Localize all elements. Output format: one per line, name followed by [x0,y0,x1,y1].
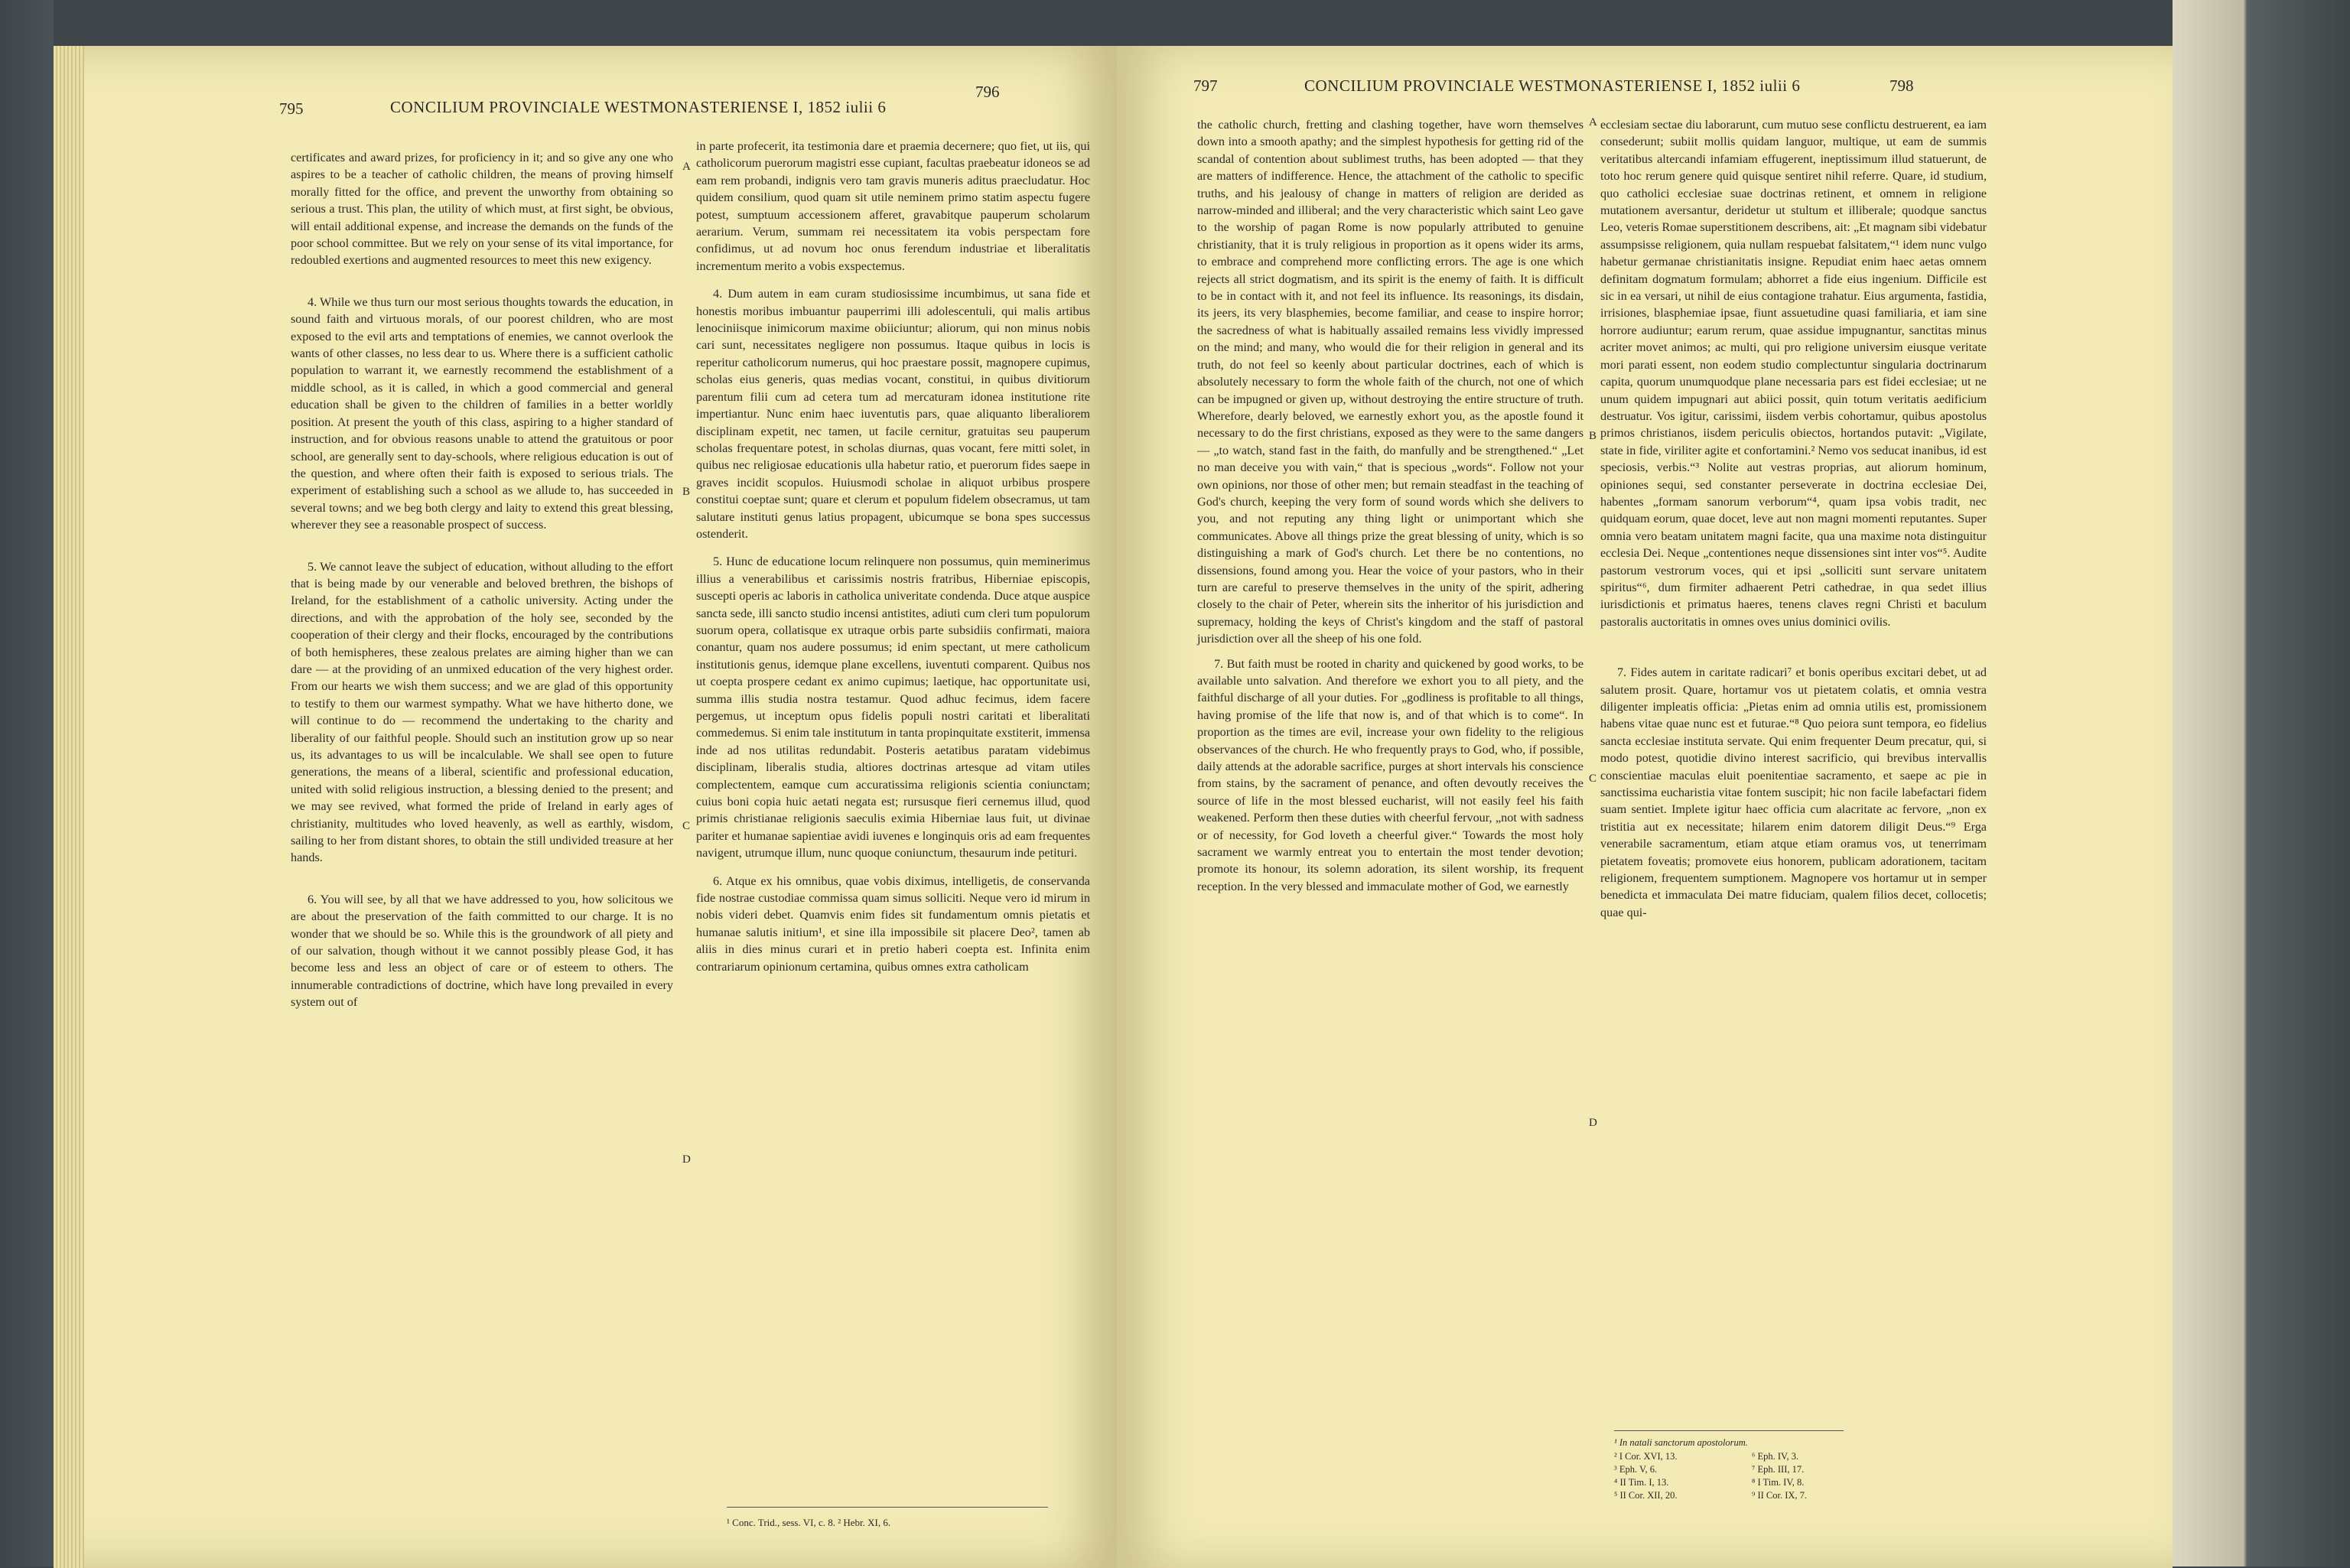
paragraph: 7. Fides autem in caritate radicari⁷ et bonis operibus excitari debet, ut ad salutem prosit. Quare, hortamur vos ut pietatem colatis, et omnia vestra diligenter impleatis officia: „Pietas enim ad omnia utilis est, promissionem habens vitae quae nunc est et futurae.“⁸ Quo peiora sunt tempora, eo fidelius sancta ecclesiae instituta servate. Qui enim frequenter Deum precatur, qui, si modo potest, quotidie divino interest sacrificio, qui brevibus intervallis conscientiae maculas eluit poenitentiae sacramento, et saepe ac pie in sanctissima eucharistia vitae fontem suscipit; hic non facile labefactari fidem suam sentiet. Implete igitur haec officia cum alacritate ac fervore, „non ex tristitia aut ex necessitate; hilarem enim datorem diligit Deus.“⁹ Erga venerabile sacramentum, etiam atque etiam oramus vos, ut tenerrimam pietatem foveatis; promovete eius honorem, publicam adorationem, tacitam religionem, frequentem sumptionem. Magnopere vos hortamur ut in semper benedicta et immaculata Dei matre fiduciam, qualem filios decet, collocetis; quae qui- [1600,665,1987,919]
paragraph: 6. You will see, by all that we have addressed to you, how solicitous we are about the preservation of the faith committed to our charge. It is no wonder that we should be so. While this is the groundwork of all piety and of our salvation, though without it we cannot possibly please God, it has become less and less an object of care or of esteem to others. The innumerable contradictions of doctrine, which have long prevailed in every system out of [291,892,673,1010]
english-column-right [1197,116,1583,898]
footnote-rule-right [1614,1430,1844,1431]
running-header-right: CONCILIUM PROVINCIALE WESTMONASTERIENSE I, 1852 iulii 6 [1304,76,1801,95]
english-column-left [291,149,673,1014]
footnote: ⁴ II Tim. I, 13. [1614,1477,1669,1488]
latin-column-right [1600,116,1987,924]
running-header-left: CONCILIUM PROVINCIALE WESTMONASTERIENSE I, 1852 iulii 6 [390,98,887,116]
margin-mark-c: C [1589,773,1597,785]
footnotes-right-col2 [1752,1450,1807,1502]
margin-mark-b: B [682,486,691,498]
page-number-797: 797 [1193,76,1218,95]
paragraph: ecclesiam sectae diu laborarunt, cum mutuo sese conflictu destruerent, ea iam consederunt; subiit mollis quidam languor, multique, ut eam de summis veritatibus altercandi infamiam effugerent, ineptissimum illud statuerunt, de toto hoc rerum genere quid quisque sentiret nihil referre. Quare, id studium, quo catholici ecclesiae suae doctrinas retinent, et omnem in religione mutationem aversantur, deridetur ut stultum et illiberale; quodque sanctus Leo, veteris Romae superstitionem describens, ait: „Et magnam sibi videbatur assumpsisse religionem, quia nullam respuebat falsitatem,“¹ idem nunc vulgo habetur germanae christianitatis insigne. Repudiat enim haec aetas omnem definitam dogmatum formulam; abhorret a fide eius ingenium. Difficile est sic in ea versari, ut nihil de eius contagione trahatur. Eius argumenta, fastidia, irrisiones, blasphemiae ipsae, fiunt assuetudine quasi familiaria, et iam sine horrore audiuntur; earum rerum, quae assidue impugnantur, sanctitas minus acriter movet animos; ac multi, qui pro religione universim eiusque veritate mori parati essent, non eodem studio complectuntur singularia doctrinarum capita, quorum unumquodque plane necessaria pars est fidei ecclesiae; ut ne unum quidem impugnari aut abiici possit, quin totum veritatis aedificium destruatur. Vos igitur, carissimi, iisdem verbis cohortamur, quibus apostolus primos christianos, iisdem periculis obiectos, hortandos putavit: „Vigilate, state in fide, viriliter agite et confortamini.² Nemo vos seducat inanibus, id est speciosis, verbis.“³ Nolite aut vestras proprias, aut aliorum hominum, opiniones sequi, sed constanter perseverate in doctrina ecclesiae Dei, habentes „formam sanorum verborum“⁴, quam ipsa vobis tradit, nec quidquam eorum, quae docet, leve aut non magni momenti reputantes. Super omnia vero beatam unitatem magni facite, qua una maxime nota distinguitur ecclesia Dei. Neque „contentiones neque dissensiones sint inter vos“⁵. Audite pastorum vestrorum voces, qui et ipsi „solliciti sunt servare unitatem spiritus“⁶, dum firmiter adhaerent Petri cathedrae, in qua sedet illius iurisdictionis et primatus haeres, tenens claves regni Christi et baculum pastoralis auctoritatis in omnes oves unius dominici ovilis. [1600,118,1987,629]
footnote: ⁵ II Cor. XII, 20. [1614,1490,1678,1501]
page-number-798: 798 [1889,76,1914,95]
book-cover-edge [2173,0,2350,1566]
left-page [54,46,1117,1568]
footnote-title: ¹ In natali sanctorum apostolorum. [1614,1437,1748,1448]
latin-column-left [696,138,1090,978]
paragraph: in parte profecerit, ita testimonia dare et praemia decernere; quo fiet, ut iis, qui catholicorum puerorum magistri esse cupiant, facultas praebeatur idoneos se ad eam rem probandi, indignis vero tam gravis muneris aditus praecludatur. Hoc quidem consilium, quod quam sit utile neminem primo statim aspectu fugere potest, sumptuum accessionem afferet, gravabitque pauperum scholarum aerarium. Verum, summam rei necessitatem ita vobis perspectam fore confidimus, ut ad novum hoc onus ferendum industriae et liberalitatis incrementum merito a vobis exspectemus. [696,139,1090,273]
footnotes-right-col1 [1614,1450,1678,1502]
margin-mark-d: D [682,1153,691,1166]
paragraph: the catholic church, fretting and clashing together, have worn themselves down into a smooth apathy; and the simplest hypothesis for getting rid of the scandal of contention about sublimest truths, has been adopted — that they are matters of indifference. Hence, the attachment of the catholic to specific truths, and his jealousy of change in matters of religion are derided as narrow-minded and illiberal; and the very characteristic which saint Leo gave to the worship of pagan Rome is now popularly attributed to genuine christianity, that it is truly religious in proportion as it opens wider its arms, to embrace and comprehend more conflicting errors. The age is one which rejects all strict dogmatism, and its spirit is the enemy of faith. It is difficult to be in contact with it, and not feel its influence. Its reasonings, its disdain, its jeers, its very blasphemies, become familiar, and cease to inspire horror; the sacredness of what is habitually assailed remains less vividly impressed on the mind; and many, who would die for their religion in general and its truth, do not feel so keenly about particular doctrines, each of which is absolutely necessary to form the whole faith of the church, not one of which can be impugned or given up, without destroying the entire structure of truth. Wherefore, dearly beloved, we earnestly exhort you, as the apostle found it necessary to do the first christians, exposed as they were to the same dangers — „to watch, stand fast in the faith, do manfully and be strengthened.“ „Let no man deceive you with vain,“ that is specious „words“. Follow not your own opinions, nor those of other men; but remain steadfast in the teaching of God's church, keeping the very form of sound words which she delivers to you, and not reputing any thing light or unimportant which she communicates. Above all things prize the great blessing of unity, which is so distinguishing a mark of God's church. Let there be no contentions, no dissensions, found among you. Hear the voice of your pastors, who in their turn are careful to preserve themselves in the unity of the spirit, adhering closely to the chair of Peter, wherein sits the inheritor of his jurisdiction and supremacy, holding the keys of Christ's kingdom and the staff of pastoral jurisdiction over all the sheep of his one fold. [1197,118,1583,646]
right-page [1117,46,2173,1568]
margin-mark-d: D [1589,1117,1597,1129]
footnote: ⁷ Eph. III, 17. [1752,1464,1805,1475]
footnote: ² I Cor. XVI, 13. [1614,1451,1678,1462]
desk-edge [0,0,54,1566]
paragraph: 7. But faith must be rooted in charity and quickened by good works, to be available unto salvation. And therefore we exhort you to all piety, and the faithful discharge of all your duties. For „godliness is profitable to all things, having promise of the life that now is, and of that which is to come“. In proportion as the times are evil, increase your own fidelity to the religious observances of the church. He who frequently prays to God, who, if possible, daily attends at the adorable sacrifice, purges at short intervals his conscience from stains, by the sacrament of penance, and often devoutly receives the source of life in the most blessed eucharist, will not easily feel his faith weakened. Perform then these duties with cheerful fervour, „not with sadness or of necessity, for God loveth a cheerful giver.“ Towards the most holy sacrament we warmly entreat you to entertain the most tender devotion; promote its honour, its solemn adoration, its silent worship, its frequent reception. In the very blessed and immaculate mother of God, we earnestly [1197,656,1583,893]
footnote: ³ Eph. V, 6. [1614,1464,1658,1475]
paragraph: 6. Atque ex his omnibus, quae vobis diximus, intelligetis, de conservanda fide nostrae custodiae commissa quam simus solliciti. Neque vero id mirum in nobis videri debet. Quamvis enim fides sit fundamentum omnis pietatis et humanae salutis initium¹, et sine illa impossibile sit placere Deo², tamen ab aliis in dies minus curari et in pretio haberi coepta est. Infinita enim contrariarum opinionum certamina, quibus omnes extra catholicam [696,873,1090,974]
paragraph: 5. We cannot leave the subject of education, without alluding to the effort that is being made by our venerable and beloved brethren, the bishops of Ireland, for the establishment of a catholic university. Acting under the directions, and with the approbation of the holy see, seconded by the cooperation of their clergy and their flocks, encouraged by the contributions of both hemispheres, these zealous prelates are aiming higher than we can dare — at the providing of an unmixed education of the very highest order. From our hearts we wish them success; and we are glad of this opportunity to testify to them our warmest sympathy. What we have hitherto done, we will continue to do — recommend the undertaking to the charity and liberality of our faithful people. Should such an institution grow up so near us, its advantages to us will be incalculable. We shall see open to future generations, the means of a liberal, scientific and professional education, united with solid religious instruction, a blessing denied to the present; and we may see revived, what formed the pride of Ireland in early ages of christianity, multitudes who loved heavenly, as well as earthly, wisdom, sailing to her from distant shores, to obtain the still undivided treasure at her hands. [291,559,673,865]
footnote: ⁸ I Tim. IV, 8. [1752,1477,1805,1488]
paragraph: 4. Dum autem in eam curam studiosissime incumbimus, ut sana fide et honestis moribus imbuantur pauperrimi illi adolescentuli, qui malis artibus lenociniisque inimicorum maxime obiiciuntur; aliorum, qui non minus nobis cari sunt, necessitates negligere non possumus. Itaque quibus in locis is reperitur catholicorum numerus, qui hoc praestare possit, magnopere cupimus, scholas eius generis, quas medias vocant, constitui, in quibus divitiorum parentum filii cum ad cetera tum ad mercaturam idonea institutione rite impertiantur. Nunc enim haec iuventutis pars, quae aliquanto liberaliorem disciplinam expetit, nec tamen, ut facile cernitur, gratuitas seu pauperum scholas frequentare potest, in scholas diurnas, quas vocant, fere mitti solet, in quibus nec religiosae educationis ulla habetur ratio, et puerorum fides saepe in graves incidit scopulos. Huiusmodi scholae in aliquot urbibus prospere constitui coeptae sunt; quare et clerum et populum fidelem obsecramus, ut tam salutare instituti genus latius propagent, ubicumque se bona spes successus ostenderit. [696,287,1090,541]
margin-mark-c: C [682,820,691,832]
margin-mark-a: A [682,161,691,173]
footnote-rule-left [727,1507,1048,1508]
paragraph: 5. Hunc de educatione locum relinquere non possumus, quin meminerimus illius a venerabilibus et carissimis nostris fratribus, Hiberniae episcopis, suscepti operis ac laboris in catholica univeritate condenda. Duce atque auspice sancta sede, illi sancto studio incensi antistites, adiuti cum cleri tum populorum suorum opera, collatisque ex utraque orbis parte subsidiis confirmati, maiora conantur, quam nos audere possumus; id enim spectant, ut mere catholicum institutionis genus, idemque plane excellens, iuventuti comparent. Quibus nos ut coepta prospere cedant ex animo cupimus; laetique, hac opportunitate usi, summa illis studia nostra testamur. Quod adhuc fecimus, idem facere pergemus, ut inceptum opus fidelis populi nostri caritati et liberalitati commedemus. Si enim tale institutum in tanta propinquitate exstiterit, immensa inde ad nos utilitas redundabit. Posteris aetatibus paratam videbimus disciplinam, liberalis studia, altiores doctrinas artesque ad vitam utiles complectentem, eamque cum accuratissima religionis scientia coniunctam; cuius boni copia huic aetati negata est; rursusque fieri cernemus illud, quod primis christianae religionis saeculis eximia Hiberniae laus fuit, ut divinae pariter et humanae sapientiae avidi iuvenes e longinquis oris ad eam frequentes navigent, utrumque illum, nunc quoque coniunctum, thesaurum inde petituri. [696,555,1090,860]
page-number-795: 795 [279,99,304,118]
footnote: ⁶ Eph. IV, 3. [1752,1451,1799,1462]
margin-mark-b: B [1589,430,1597,442]
paragraph: 4. While we thus turn our most serious thoughts towards the education, in sound faith and virtuous morals, of our poorest children, who are most exposed to the evil arts and temptations of enemies, we cannot overlook the wants of other classes, no less dear to us. Where there is a sufficient catholic population to warrant it, we earnestly recommend the establishment of a middle school, as it is called, in which a good commercial and general education shall be given to the children of families in a better worldly position. At present the youth of this class, aspiring to a higher standard of instruction, and for obvious reasons unable to attend the gratuitous or poor school, are generally sent to day-schools, where religious education is out of the question, and where often their faith is exposed to serious trials. The experiment of establishing such a school as we allude to, has succeeded in several towns; and we beg both clergy and laity to extend this great blessing, wherever they see a reasonable prospect of success. [291,294,673,532]
footnote: ⁹ II Cor. IX, 7. [1752,1490,1808,1501]
page-number-796: 796 [975,83,1000,101]
paragraph: certificates and award prizes, for proficiency in it; and so give any one who aspires to be a teacher of catholic children, the means of proving himself morally fitted for the office, and prevent the unworthy from obtaining so serious a trust. This plan, the utility of which must, at first sight, be obvious, will entail additional expense, and increase the demands on the funds of the poor school committee. But we rely on your sense of its vital importance, for redoubled exertions and augmented resources to meet this new exigency. [291,151,673,268]
page-stack-edge [54,46,84,1568]
margin-mark-a: A [1589,116,1597,128]
footnotes-left: ¹ Conc. Trid., sess. VI, c. 8. ² Hebr. XI, 6. [727,1517,891,1528]
